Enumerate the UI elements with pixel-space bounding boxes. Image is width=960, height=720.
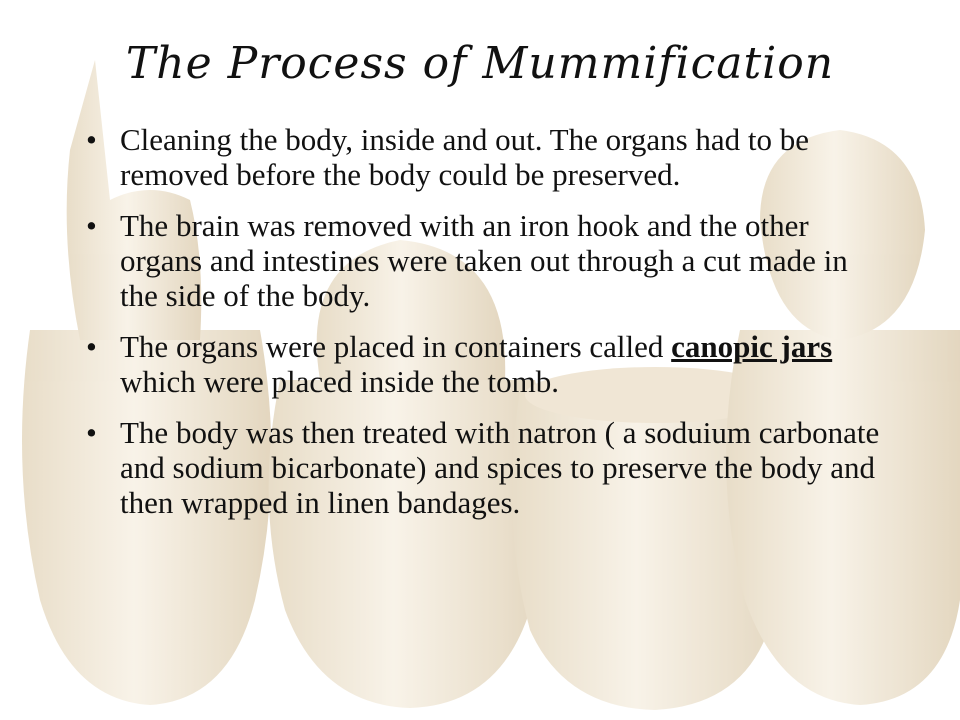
bullet-text: The body was then treated with natron ( a soduium carbonate and sodium bicarbonate) and spices to preserve the body and then wrapped in linen bandages. [120,415,880,520]
bullet-item [80,415,890,520]
bullet-list [80,122,890,536]
bullet-dot: • [86,208,97,243]
bullet-dot: • [86,415,97,450]
bullet-dot: • [86,122,97,157]
bullet-dot: • [86,329,97,364]
canopic-jars-term: canopic jars [671,329,833,364]
bullet-item [80,208,890,313]
slide-title: The Process of Mummification [125,38,835,89]
bullet-item [80,122,890,192]
bullet-text: The brain was removed with an iron hook and the other organs and intestines were taken out through a cut made in the side of the body. [120,208,848,313]
bullet-text-before: The organs were placed in containers called [120,329,672,364]
bullet-text-after: which were placed inside the tomb. [120,364,560,399]
bullet-text: Cleaning the body, inside and out. The organs had to be removed before the body could be preserved. [120,122,810,192]
bullet-item [80,329,890,399]
